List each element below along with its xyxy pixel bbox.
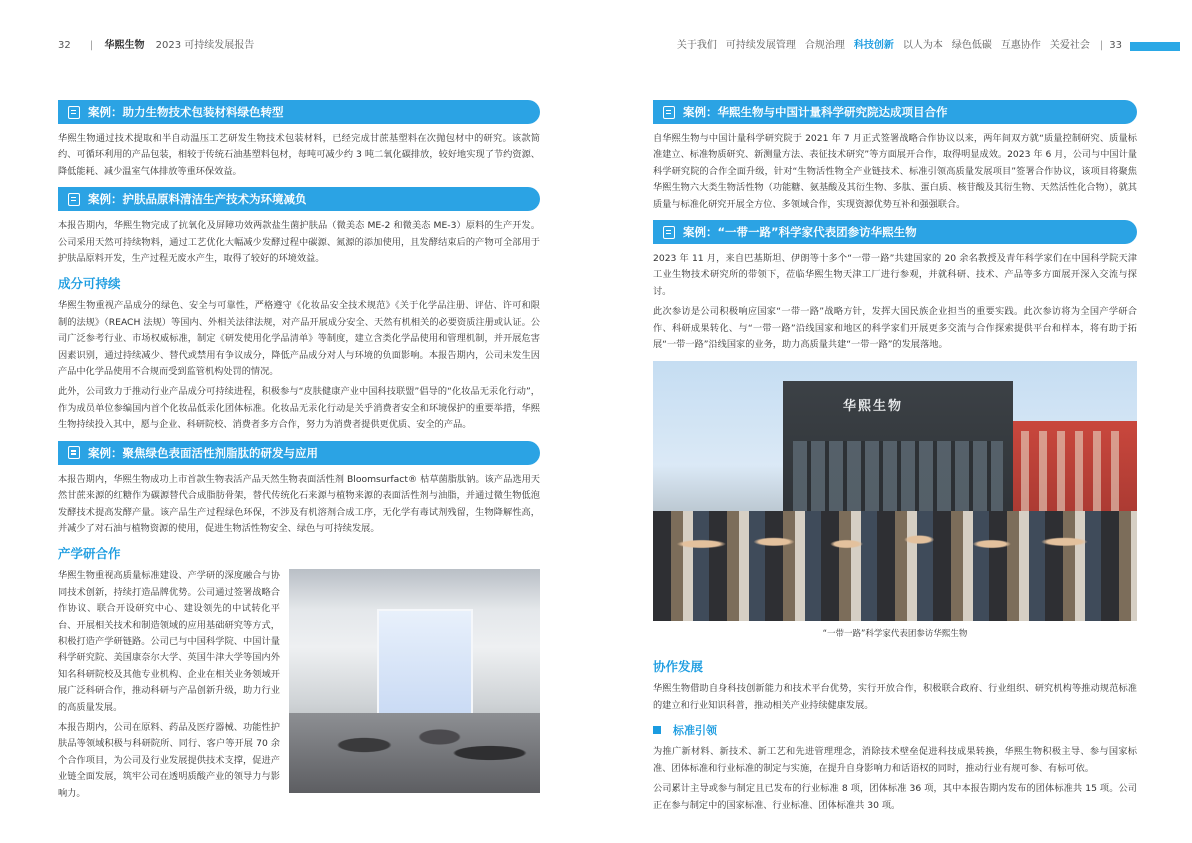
document-icon: [68, 446, 80, 459]
case-body: 本报告期内，华熙生物成功上市首款生物表活产品天然生物表面活性剂 Bloomsurfact® 枯草菌脂肽钠。该产品选用天然甘蔗来源的红糖作为碳源替代合成脂肪骨架，替代传统化石来源与植物来源的表面活性剂与油脂，并通过微生物低泡发酵技术提高发酵产量。该产品生产过程绿色环保，不涉及有机溶剂合成工序，无化学有毒试剂残留，生物降解性高，并减少了对石油与植物资源的使用，促进生物活性物安全、绿色与可持续发展。: [58, 473, 540, 534]
section-title-collaboration: 协作发展: [653, 659, 704, 675]
paragraph: 为推广新材料、新技术、新工艺和先进管理理念，消除技术壁垒促进科技成果转换，华熙生物积极主导、参与国家标准、团体标准和行业标准的制定与实施，在提升自身影响力和话语权的同时，推动行业有规可参、有标可依。: [653, 746, 1137, 774]
paragraph: 华熙生物重视高质量标准建设、产学研的深度融合与协同技术创新，持续打造品牌优势。公司通过签署战略合作协议、联合开设研究中心、建设领先的中试转化平台、开展相关技术和制造领域的应用基础研究等方式，积极打造产学研链路。公司已与中国科学院、中国计量科学研究院、美国康奈尔大学、英国牛津大学等国内外知名科研院校及其他专业机构、企业在相关业务领域开展广泛科研合作，推动科研与产品创新升级，助力行业的高质量发展。: [58, 570, 280, 713]
building-logo: 华熙生物: [843, 399, 904, 415]
industry-research-text: [58, 568, 280, 802]
case-title: [653, 100, 1137, 124]
page-number-right: 33: [1109, 40, 1122, 51]
case-title: [58, 187, 540, 211]
nav-people[interactable]: 以人为本: [902, 40, 943, 51]
photo-group: [653, 511, 1137, 621]
case-title: [653, 220, 1137, 244]
report-title: 2023 可持续发展报告: [155, 40, 255, 51]
page-number-left: 32: [58, 40, 71, 51]
photo-ceiling: [289, 569, 540, 609]
subsection-title-standards: [653, 722, 1137, 738]
photo-caption: “一带一路”科学家代表团参访华熙生物: [822, 629, 968, 640]
paragraph: 华熙生物借助自身科技创新能力和技术平台优势，实行开放合作，积极联合政府、行业组织、研究机构等推动规范标准的建立和行业知识科普，推动相关产业持续健康发展。: [653, 683, 1137, 711]
case-nim-cooperation: [653, 100, 1137, 213]
paragraph: 公司累计主导或参与制定且已发布的行业标准 8 项，团体标准 36 项，其中本报告期内发布的团体标准共 15 项。公司正在参与制定中的国家标准、行业标准、团体标准共 30 项。: [653, 783, 1137, 811]
nav-cooperation[interactable]: 互惠协作: [1000, 40, 1041, 51]
nav-tech-innovation[interactable]: 科技创新: [853, 40, 894, 51]
case-surfactant: [58, 441, 540, 538]
section-title-ingredients: 成分可持续: [58, 276, 121, 292]
case-body: 此次参访是公司积极响应国家“一带一路”战略方针，发挥大国民族企业担当的重要实践。此次参访将为全国产学研合作、科研成果转化、与“一带一路”沿线国家和地区的科学家们开展更多交流与合作探索提供平台和样本，将有助于拓展“一带一路”沿线国家的业务，助力高质量共建“一带一路”的发展落地。: [653, 306, 1137, 351]
left-column: [58, 100, 540, 802]
nav-about[interactable]: 关于我们: [676, 40, 717, 51]
case-packaging: [58, 100, 540, 180]
section-title-industry-research: 产学研合作: [58, 546, 121, 562]
case-clean-production: [58, 187, 540, 267]
industry-research-block: [58, 568, 540, 802]
header-accent-bar: [1130, 42, 1180, 51]
case-body: 2023 年 11 月，来自巴基斯坦、伊朗等十多个“一带一路”共建国家的 20 余名教授及青年科学家们在中国科学院天津工业生物技术研究所的带领下，莅临华熙生物天津工厂进行参观，并就科研、技术、产品等多方面展开深入交流与探讨。: [653, 253, 1137, 297]
subsection-title-text: 标准引领: [673, 724, 717, 738]
header-nav: [668, 40, 1180, 52]
header-divider: |: [1099, 40, 1104, 51]
document-icon: [663, 106, 675, 119]
delegation-photo: [653, 361, 1137, 621]
case-body: 自华熙生物与中国计量科学研究院于 2021 年 7 月正式签署战略合作协议以来，两年间双方就“质量控制研究、质量标准建立、标准物质研究、新测量方法、表征技术研究”等方面展开合作，取得明显成效。2023 年 6 月，公司与中国计量科学研究院的合作全面升级，针对“生物活性物全产业链技术、标准引领高质量发展项目”签署合作协议，该项目将聚焦华熙生物六大类生物活性物（功能糖、氨基酸及其衍生物、多肽、蛋白质、核苷酸及其衍生物、天然活性化合物），就其质量与标准化研究开展全方位、多领域合作，实现资源优势互补和强强联合。: [653, 133, 1137, 210]
case-title-text: 案例：“一带一路”科学家代表团参访华熙生物: [683, 225, 917, 240]
paragraph: 本报告期内，公司在原料、药品及医疗器械、功能性护肤品等领域积极与科研院所、同行、客户等开展 70 余个合作项目，为公司及行业发展提供技术支撑，促进产业链全面发展，筑牢公司在透明质酸产业的领导力与影响力。: [58, 721, 280, 799]
nav-sustainability-mgmt[interactable]: 可持续发展管理: [725, 40, 796, 51]
case-belt-road: [653, 220, 1137, 639]
paragraph: 此外，公司致力于推动行业产品成分可持续进程，积极参与“皮肤健康产业中国科技联盟”倡导的“化妆品无汞化行动”，作为成员单位参编国内首个化妆品低汞化团体标准。化妆品无汞化行动是关乎消费者安全和环境保护的重要举措，华熙生物持续投入其中，愿与企业、科研院校、消费者多方合作，努力为消费者提供更优质、安全的产品。: [58, 386, 540, 431]
case-title-text: 案例：聚焦绿色表面活性剂脂肽的研发与应用: [88, 445, 318, 460]
document-icon: [68, 106, 80, 119]
nav-compliance[interactable]: 合规治理: [804, 40, 845, 51]
paragraph: 华熙生物重视产品成分的绿色、安全与可靠性，严格遵守《化妆品安全技术规范》《关于化学品注册、评估、许可和限制的法规》（REACH 法规）等国内、外相关法律法规，对产品开展成分安全、天然有机相关的必要资质注册或认证。公司广泛参考行业、市场权威标准，制定《研发使用化学品清单》等制度，建立含类化学品使用和管理机制，并开展危害因素识别，通过持续减少、替代或禁用有争议成分，降低产品成分对人与环境的负面影响。本报告期内，公司未发生因产品中化学品使用不合规而受到监管机构处罚的情况。: [58, 300, 540, 378]
header-divider: |: [89, 40, 94, 51]
right-column: [653, 100, 1137, 814]
header-left: [58, 40, 254, 52]
case-title-text: 案例：护肤品原料清洁生产技术为环境减负: [88, 192, 307, 207]
square-bullet-icon: [653, 726, 661, 734]
case-body: 本报告期内，华熙生物完成了抗氧化及屏障功效两款盐生菌护肤品（微美态 ME-2 和微美态 ME-3）原料的生产开发。公司采用天然可持续物料，通过工艺优化大幅减少发酵过程中碳源、氮源的添加使用，且发酵结束后的产物可全部用于护肤品原料开发，生产过程无废水产生，取得了较好的环境效益。: [58, 220, 540, 265]
case-title-text: 案例：助力生物技术包装材料绿色转型: [88, 105, 284, 119]
case-title: [58, 441, 540, 465]
case-title: [58, 100, 540, 124]
nav-green[interactable]: 绿色低碳: [951, 40, 992, 51]
case-title-text: 案例：华熙生物与中国计量科学研究院达成项目合作: [683, 105, 948, 119]
nav-society[interactable]: 关爱社会: [1049, 40, 1090, 51]
document-icon: [663, 226, 675, 239]
document-icon: [68, 193, 80, 206]
brand-name: 华熙生物: [104, 40, 145, 51]
photo-screen: [377, 609, 473, 719]
photo-audience: [289, 713, 540, 793]
seminar-photo: [289, 569, 540, 793]
case-body: 华熙生物通过技术提取和半自动温压工艺研发生物技术包装材料，已经完成甘蔗基塑料在次抛包材中的研究。该款简约、可循环利用的产品包装，相较于传统石油基塑料包材，每吨可减少约 3 吨二氧化碳排放，较好地实现了节约资源、降低能耗、减少温室气体排放等重环保效益。: [58, 133, 540, 177]
